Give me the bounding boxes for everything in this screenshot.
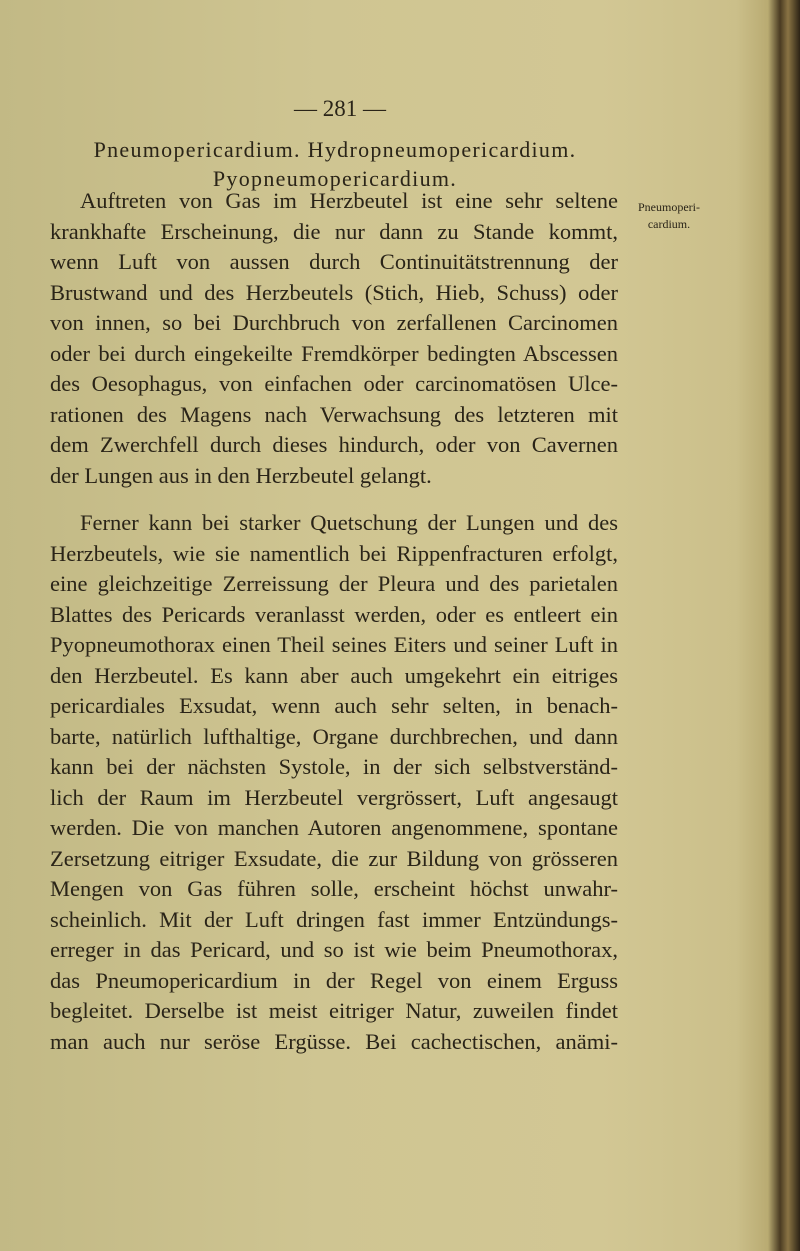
- body-text: [50, 186, 618, 1057]
- text-line: man auch nur seröse Ergüsse. Bei cachectischen, anämi-: [50, 1028, 618, 1054]
- margin-note-line: Pneumoperi-: [638, 200, 700, 214]
- text-line: Zersetzung eitriger Exsudate, die zur Bildung von grösseren: [50, 845, 618, 871]
- text-line: Auftreten von Gas im Herzbeutel ist eine sehr seltene: [80, 188, 618, 213]
- text-line: des Oesophagus, von einfachen oder carcinomatösen Ulce-: [50, 371, 618, 396]
- text-line: krankhafte Erscheinung, die nur dann zu Stande kommt,: [50, 218, 618, 244]
- text-line: Pyopneumothorax einen Theil seines Eiters und seiner Luft in: [50, 632, 618, 657]
- page-number: — 281 —: [294, 96, 386, 121]
- text-line: barte, natürlich lufthaltige, Organe durchbrechen, und dann: [50, 723, 618, 749]
- text-line: oder bei durch eingekeilte Fremdkörper bedingten Abscessen: [50, 340, 618, 366]
- text-line: erreger in das Pericard, und so ist wie beim Pneumothorax,: [50, 937, 618, 962]
- text-line: lich der Raum im Herzbeutel vergrössert, Luft angesaugt: [50, 784, 618, 810]
- text-line: scheinlich. Mit der Luft dringen fast immer Entzündungs-: [50, 906, 618, 932]
- text-line: pericardiales Exsudat, wenn auch sehr selten, in benach-: [50, 693, 618, 718]
- paragraph-gap: [50, 491, 618, 508]
- text-line: Blattes des Pericards veranlasst werden, oder es entleert ein: [50, 601, 618, 627]
- text-line: werden. Die von manchen Autoren angenommene, spontane: [50, 815, 618, 840]
- text-line: wenn Luft von aussen durch Continuitätstrennung der: [50, 249, 618, 274]
- text-line: rationen des Magens nach Verwachsung des letzteren mit: [50, 401, 618, 427]
- paragraph: [50, 508, 618, 1057]
- text-line: das Pneumopericardium in der Regel von einem Erguss: [50, 967, 618, 993]
- paragraph: [50, 186, 618, 491]
- margin-note-line: cardium.: [647, 217, 691, 231]
- text-line: Herzbeutels, wie sie namentlich bei Rippenfracturen erfolgt,: [50, 540, 618, 566]
- margin-note: [638, 199, 700, 233]
- text-line: Ferner kann bei starker Quetschung der Lungen und des: [80, 510, 618, 535]
- section-heading-line-2: Pyopneumopericardium.: [212, 166, 458, 191]
- text-line: Brustwand und des Herzbeutels (Stich, Hieb, Schuss) oder: [50, 279, 618, 305]
- text-line: Mengen von Gas führen solle, erscheint höchst unwahr-: [50, 876, 618, 901]
- text-line: eine gleichzeitige Zerreissung der Pleura und des parietalen: [50, 571, 618, 596]
- text-line: der Lungen aus in den Herzbeutel gelangt.: [50, 462, 432, 488]
- text-line: dem Zwerchfell durch dieses hindurch, oder von Cavernen: [50, 432, 618, 457]
- section-heading-line-1: Pneumopericardium. Hydropneumopericardium.: [93, 137, 577, 162]
- text-line: kann bei der nächsten Systole, in der sich selbstverständ-: [50, 754, 618, 779]
- text-line: von innen, so bei Durchbruch von zerfallenen Carcinomen: [50, 310, 618, 335]
- text-line: begleitet. Derselbe ist meist eitriger Natur, zuweilen findet: [50, 998, 618, 1023]
- text-line: den Herzbeutel. Es kann aber auch umgekehrt ein eitriges: [50, 662, 618, 688]
